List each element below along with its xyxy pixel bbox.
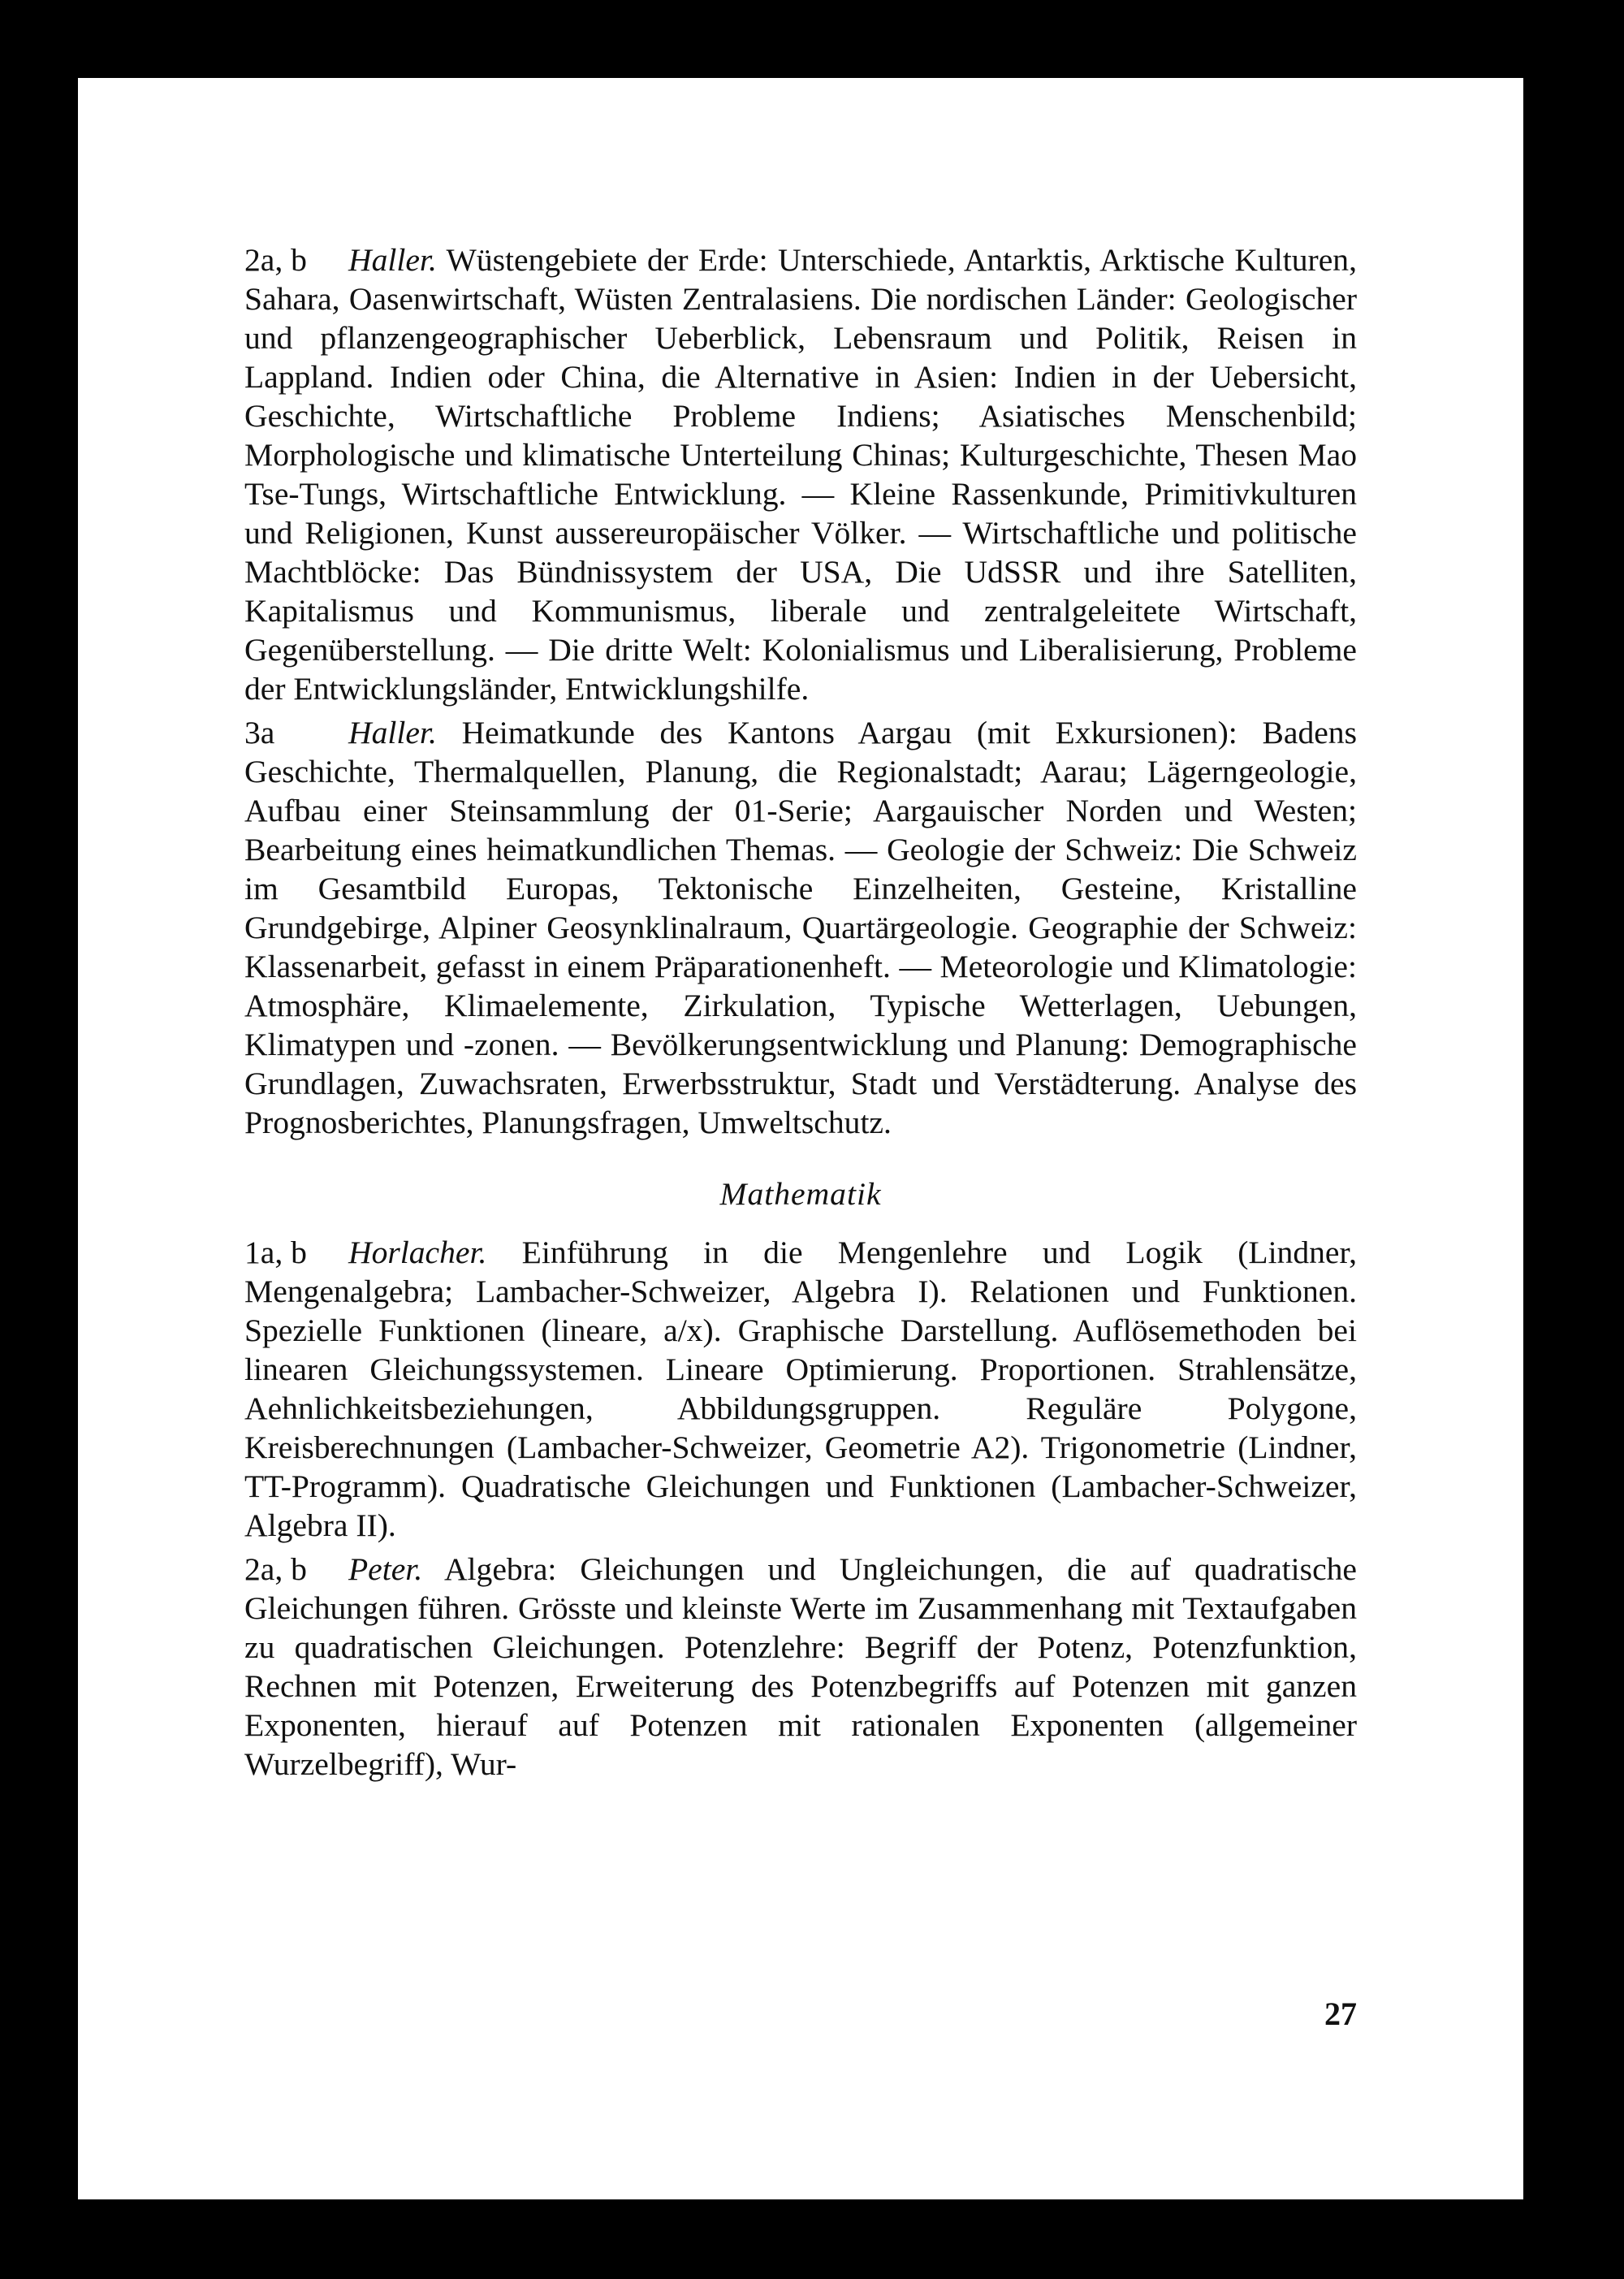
body-text (244, 240, 1357, 1788)
teacher-name: Haller. (348, 715, 437, 750)
entry-text: Wüstengebiete der Erde: Unterschiede, Antarktis, Arktische Kulturen, Sahara, Oasenwirtschaft, Wüsten Zentralasiens. Die nordischen Länder: Geologischer und pflanzengeographischer Ueberblick, Lebensraum und Politik, Reisen in Lappland. Indien oder China, die Alternative in Asien: Indien in der Uebersicht, Geschichte, Wirtschaftliche Probleme Indiens; Asiatisches Menschenbild; Morphologische und klimatische Unterteilung Chinas; Kulturgeschichte, Thesen Mao Tse-Tungs, Wirtschaftliche Entwicklung. — Kleine Rassenkunde, Primitivkulturen und Religionen, Kunst aussereuropäischer Völker. — Wirtschaftliche und politische Machtblöcke: Das Bündnissystem der USA, Die UdSSR und ihre Satelliten, Kapitalismus und Kommunismus, liberale und zentralgeleitete Wirtschaft, Gegenüberstellung. — Die dritte Welt: Kolonialismus und Liberalisierung, Probleme der Entwicklungsländer, Entwicklungshilfe. (244, 242, 1357, 707)
teacher-name: Horlacher. (348, 1235, 487, 1270)
section-heading-mathematik: Mathematik (719, 1176, 882, 1212)
class-label: 2a, b (244, 242, 307, 278)
entry-math-2ab (244, 1550, 1357, 1784)
teacher-name: Haller. (348, 242, 437, 278)
document-page (78, 78, 1523, 2199)
teacher-name: Peter. (348, 1551, 423, 1587)
class-label: 3a (244, 715, 275, 750)
entry-text: Algebra: Gleichungen und Ungleichungen, die auf quadratische Gleichungen führen. Grösste und kleinste Werte im Zusammenhang mit Textaufgaben zu quadratischen Gleichungen. Potenzlehre: Begriff der Potenz, Potenzfunktion, Rechnen mit Potenzen, Erweiterung des Potenzbegriffs auf Potenzen mit ganzen Exponenten, hierauf auf Potenzen mit rationalen Exponenten (allgemeiner Wurzelbegriff), Wur- (244, 1551, 1358, 1782)
entry-text: Einführung in die Mengenlehre und Logik (Lindner, Mengenalgebra; Lambacher-Schweizer, Algebra I). Relationen und Funktionen. Spezielle Funktionen (lineare, a/x). Graphische Darstellung. Auflösemethoden bei linearen Gleichungssystemen. Lineare Optimierung. Proportionen. Strahlensätze, Aehnlichkeitsbeziehungen, Abbildungsgruppen. Reguläre Polygone, Kreisberechnungen (Lambacher-Schweizer, Geometrie A2). Trigonometrie (Lindner, TT-Programm). Quadratische Gleichungen und Funktionen (Lambacher-Schweizer, Algebra II). (244, 1235, 1357, 1543)
class-label: 1a, b (244, 1235, 307, 1270)
entry-geography-3a (244, 713, 1357, 1142)
entry-math-1ab (244, 1233, 1357, 1545)
entry-geography-2ab (244, 240, 1357, 708)
entry-text: Heimatkunde des Kantons Aargau (mit Exkursionen): Badens Geschichte, Thermalquellen, Planung, die Regionalstadt; Aarau; Lägerngeologie, Aufbau einer Steinsammlung der 01-Serie; Aargauischer Norden und Westen; Bearbeitung eines heimatkundlichen Themas. — Geologie der Schweiz: Die Schweiz im Gesamtbild Europas, Tektonische Einzelheiten, Gesteine, Kristalline Grundgebirge, Alpiner Geosynklinalraum, Quartärgeologie. Geographie der Schweiz: Klassenarbeit, gefasst in einem Präparationenheft. — Meteorologie und Klimatologie: Atmosphäre, Klimaelemente, Zirkulation, Typische Wetterlagen, Uebungen, Klimatypen und -zonen. — Bevölkerungsentwicklung und Planung: Demographische Grundlagen, Zuwachsraten, Erwerbsstruktur, Stadt und Verstädterung. Analyse des Prognosberichtes, Planungsfragen, Umweltschutz. (244, 715, 1357, 1140)
class-label: 2a, b (244, 1551, 307, 1587)
page-number: 27 (1324, 1996, 1357, 2032)
